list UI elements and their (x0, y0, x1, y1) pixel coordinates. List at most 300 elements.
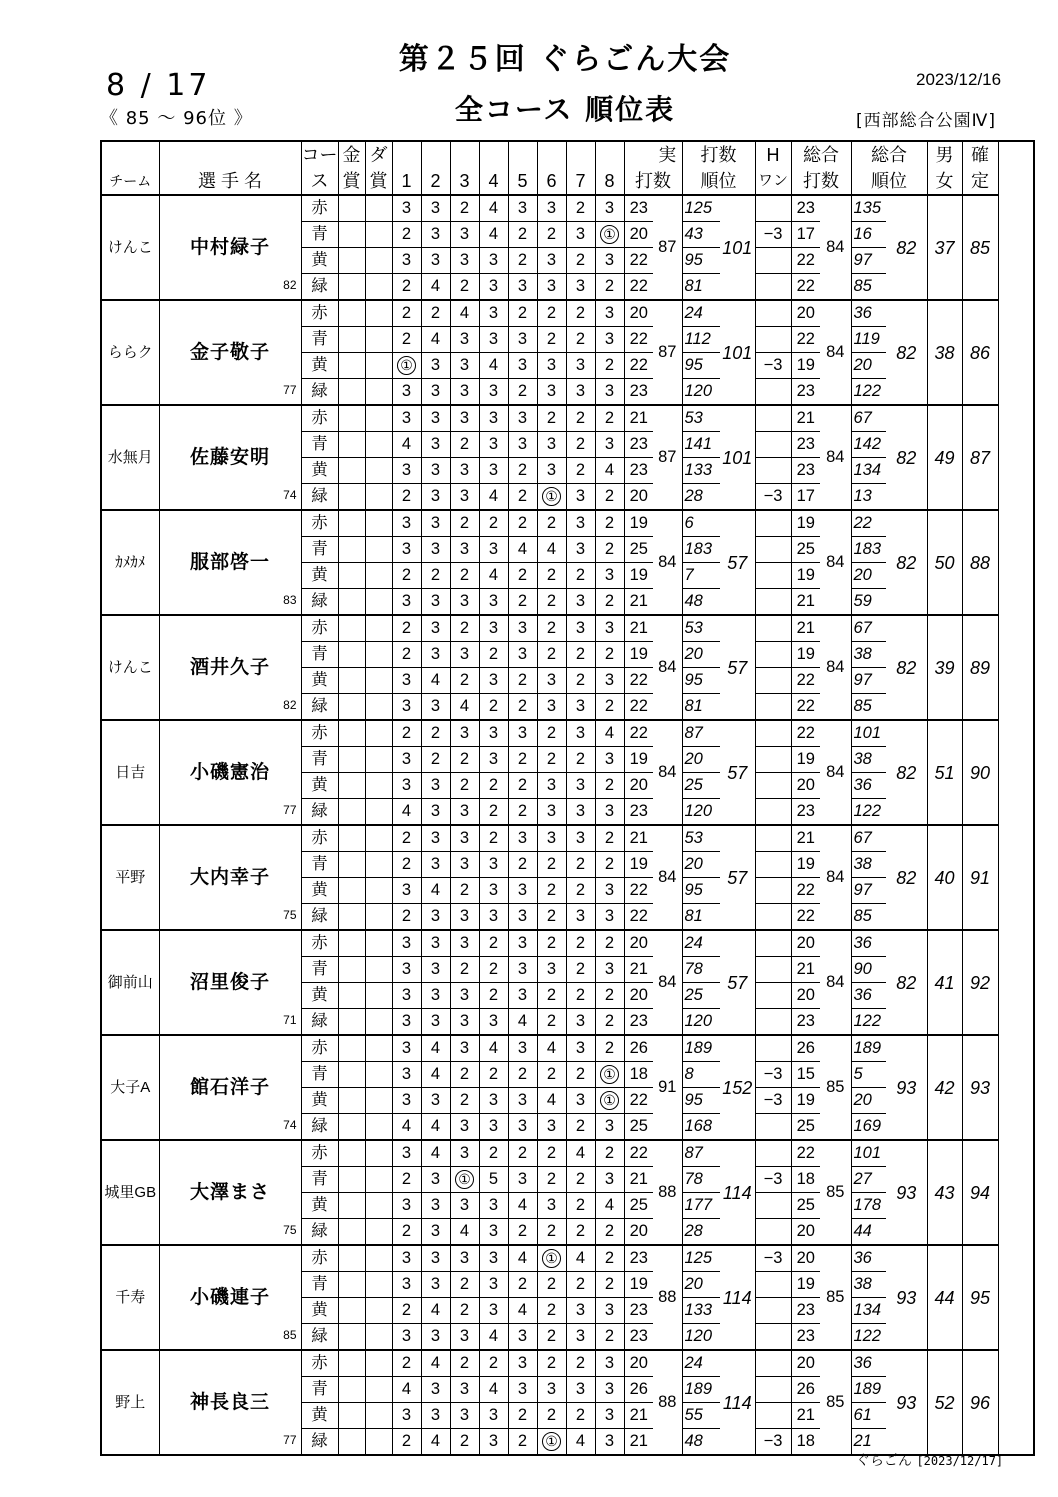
course-color: 赤 (301, 930, 338, 957)
player-age: 74 (283, 1118, 297, 1132)
total-course-rank: 16 (851, 222, 886, 248)
hole-score: 3 (508, 1167, 537, 1193)
header-gold-2: 賞 (338, 168, 365, 195)
total-course-strokes: 19 (791, 642, 820, 668)
hole-score: 2 (508, 799, 537, 826)
header-actual-2: 打数 (624, 168, 682, 195)
gold-award (338, 852, 365, 878)
gold-award (338, 825, 365, 852)
hole-score: 3 (537, 353, 566, 379)
player-age: 75 (283, 1223, 297, 1237)
hole-in-one-bonus (755, 432, 791, 458)
hole-score: 3 (392, 773, 421, 799)
hole-score: 5 (479, 1167, 508, 1193)
gold-award (338, 1062, 365, 1088)
hole-score: 2 (595, 1009, 624, 1036)
gender-rank: 37 (927, 195, 962, 300)
course-strokes: 20 (624, 484, 653, 511)
total-rank: 93 (886, 1350, 927, 1455)
hole-score: 3 (479, 1429, 508, 1456)
hole-score: 2 (537, 405, 566, 432)
course-color: 緑 (301, 274, 338, 301)
actual-strokes: 84 (653, 615, 682, 720)
total-course-strokes: 18 (791, 1167, 820, 1193)
actual-strokes: 91 (653, 1035, 682, 1140)
gender-rank: 49 (927, 405, 962, 510)
course-strokes: 23 (624, 1009, 653, 1036)
hole-score: 2 (479, 1062, 508, 1088)
hole-score: 3 (479, 458, 508, 484)
course-rank: 177 (682, 1193, 720, 1219)
player-name (159, 615, 301, 720)
gold-award (338, 248, 365, 274)
hole-score: 2 (450, 563, 479, 589)
hole-score: 4 (479, 484, 508, 511)
course-strokes: 21 (624, 1429, 653, 1456)
course-rank: 120 (682, 1324, 720, 1351)
hole-in-one-mark: ① (542, 1432, 561, 1451)
team-name: けんこ (101, 195, 159, 300)
course-rank: 168 (682, 1114, 720, 1141)
hole-score: 3 (508, 195, 537, 222)
header-course-2: ス (301, 168, 338, 195)
gold-award (338, 1350, 365, 1377)
total-course-rank: 134 (851, 458, 886, 484)
hole-score: 2 (595, 1219, 624, 1246)
hole-score: 3 (537, 379, 566, 406)
total-course-strokes: 15 (791, 1062, 820, 1088)
hole-score: 2 (508, 300, 537, 327)
hole-in-one-bonus (755, 327, 791, 353)
course-color: 赤 (301, 720, 338, 747)
course-rank: 7 (682, 563, 720, 589)
total-course-rank: 44 (851, 1219, 886, 1246)
total-course-rank: 97 (851, 668, 886, 694)
da-award (365, 1245, 392, 1272)
header-gender: 男 (927, 141, 962, 168)
course-color: 黄 (301, 773, 338, 799)
total-course-strokes: 22 (791, 327, 820, 353)
hole-score: 2 (450, 957, 479, 983)
course-rank: 133 (682, 458, 720, 484)
hole-score: 2 (508, 852, 537, 878)
hole-in-one-bonus: −3 (755, 1167, 791, 1193)
da-award (365, 563, 392, 589)
hole-score: 2 (479, 1140, 508, 1167)
hole-score: 2 (537, 1298, 566, 1324)
hole-score: 3 (479, 1219, 508, 1246)
final-rank: 92 (962, 930, 998, 1035)
hole-score: 3 (479, 1298, 508, 1324)
total-course-strokes: 22 (791, 720, 820, 747)
gender-rank: 39 (927, 615, 962, 720)
strokes-rank: 57 (720, 510, 755, 615)
total-rank: 82 (886, 510, 927, 615)
total-course-strokes: 23 (791, 1298, 820, 1324)
hole-score: 4 (479, 353, 508, 379)
hole-score: 3 (566, 799, 595, 826)
player-name-text: 神長良三 (189, 1392, 270, 1413)
course-strokes: 22 (624, 720, 653, 747)
hole-in-one-bonus (755, 773, 791, 799)
gold-award (338, 274, 365, 301)
hole-score: 2 (537, 1324, 566, 1351)
total-course-strokes: 26 (791, 1377, 820, 1403)
gold-award (338, 458, 365, 484)
strokes-rank: 101 (720, 405, 755, 510)
total-course-rank: 38 (851, 1272, 886, 1298)
hole-score: 2 (566, 458, 595, 484)
hole-in-one-mark: ① (600, 225, 619, 244)
team-name: ｶﾒｶﾒ (101, 510, 159, 615)
hole-in-one-bonus (755, 195, 791, 222)
hole-score: 2 (566, 1167, 595, 1193)
hole-in-one-bonus (755, 694, 791, 721)
total-course-strokes: 22 (791, 248, 820, 274)
total-course-rank: 169 (851, 1114, 886, 1141)
hole-score: 2 (450, 1088, 479, 1114)
venue-label: [西部総合公園Ⅳ] (856, 111, 996, 131)
hole-score: 3 (508, 1324, 537, 1351)
hole-score: 4 (421, 274, 450, 301)
hole-score: 4 (537, 1088, 566, 1114)
da-award (365, 405, 392, 432)
page-subtitle: 全コース 順位表 (454, 93, 676, 126)
hole-score: 2 (392, 1219, 421, 1246)
hole-score: 3 (421, 510, 450, 537)
total-course-strokes: 20 (791, 773, 820, 799)
da-award (365, 353, 392, 379)
hole-score: 3 (450, 1377, 479, 1403)
hole-score: 2 (566, 1350, 595, 1377)
hole-score: 2 (479, 825, 508, 852)
hole-score: 3 (479, 747, 508, 773)
hole-score: 2 (508, 1219, 537, 1246)
hole-score: 3 (392, 248, 421, 274)
course-strokes: 23 (624, 1245, 653, 1272)
hole-score: 4 (421, 1350, 450, 1377)
hole-score: 3 (566, 904, 595, 931)
strokes-rank: 152 (720, 1035, 755, 1140)
da-award (365, 222, 392, 248)
hole-in-one-bonus (755, 983, 791, 1009)
hole-score: 3 (421, 957, 450, 983)
gender-rank: 40 (927, 825, 962, 930)
hole-score: 3 (421, 1167, 450, 1193)
hole-score: 2 (566, 432, 595, 458)
course-color: 赤 (301, 510, 338, 537)
hole-score: 4 (479, 195, 508, 222)
da-award (365, 1035, 392, 1062)
strokes-rank: 101 (720, 300, 755, 405)
hole-score: 2 (508, 563, 537, 589)
course-color: 緑 (301, 1429, 338, 1456)
hole-score: 2 (595, 642, 624, 668)
hole-score: 3 (566, 589, 595, 616)
hole-score: 3 (392, 1009, 421, 1036)
player-name (159, 1350, 301, 1455)
final-rank: 85 (962, 195, 998, 300)
da-award (365, 248, 392, 274)
player-age: 83 (283, 593, 297, 607)
hole-score: 2 (566, 248, 595, 274)
hole-score: 4 (508, 1245, 537, 1272)
hole-score: 4 (508, 1193, 537, 1219)
player-name-text: 金子敬子 (189, 342, 270, 363)
hole-score: 3 (479, 1193, 508, 1219)
course-rank: 120 (682, 799, 720, 826)
gold-award (338, 694, 365, 721)
hole-score: 2 (479, 1350, 508, 1377)
da-award (365, 1324, 392, 1351)
hole-score: 3 (392, 1324, 421, 1351)
course-strokes: 25 (624, 1114, 653, 1141)
total-course-strokes: 23 (791, 432, 820, 458)
total-course-rank: 178 (851, 1193, 886, 1219)
hole-score: 3 (537, 668, 566, 694)
header-gold: 金 (338, 141, 365, 168)
total-course-strokes: 25 (791, 1114, 820, 1141)
course-strokes: 20 (624, 773, 653, 799)
hole-score: 4 (421, 668, 450, 694)
gold-award (338, 957, 365, 983)
gold-award (338, 1377, 365, 1403)
hole-score: 3 (392, 1140, 421, 1167)
da-award (365, 799, 392, 826)
total-rank: 82 (886, 825, 927, 930)
hole-score: 2 (537, 1009, 566, 1036)
hole-score: 3 (421, 1324, 450, 1351)
total-course-rank: 122 (851, 379, 886, 406)
course-color: 黄 (301, 248, 338, 274)
hole-score: 2 (566, 642, 595, 668)
hole-score: 3 (392, 379, 421, 406)
gold-award (338, 878, 365, 904)
event-date: 2023/12/16 (916, 70, 1002, 89)
total-course-strokes: 23 (791, 799, 820, 826)
course-color: 緑 (301, 1219, 338, 1246)
hole-score: 3 (508, 432, 537, 458)
course-strokes: 21 (624, 1167, 653, 1193)
hole-score: 3 (566, 825, 595, 852)
hole-score: 3 (537, 825, 566, 852)
actual-strokes: 87 (653, 300, 682, 405)
hole-score: 3 (450, 1140, 479, 1167)
course-rank: 133 (682, 1298, 720, 1324)
hole-score: 2 (537, 852, 566, 878)
actual-strokes: 87 (653, 405, 682, 510)
hole-score: 3 (421, 799, 450, 826)
hole-score: 3 (566, 379, 595, 406)
player-name-text: 中村緑子 (189, 237, 270, 258)
hole-score: 2 (479, 642, 508, 668)
hole-score: 3 (392, 694, 421, 721)
course-strokes: 23 (624, 458, 653, 484)
total-course-strokes: 19 (791, 747, 820, 773)
hole-in-one-mark: ① (397, 356, 416, 375)
hole-score: 3 (566, 1377, 595, 1403)
hole-score: 3 (421, 1377, 450, 1403)
hole-score: 3 (392, 878, 421, 904)
hole-score: 4 (421, 878, 450, 904)
hole-in-one-bonus (755, 1377, 791, 1403)
player-age: 77 (283, 803, 297, 817)
hole-score: 2 (537, 720, 566, 747)
course-color: 緑 (301, 1009, 338, 1036)
strokes-rank: 114 (720, 1140, 755, 1245)
hole-score: 2 (537, 983, 566, 1009)
header-course-rank-2: 順位 (682, 168, 755, 195)
total-course-strokes: 22 (791, 904, 820, 931)
hole-in-one-mark: ① (542, 487, 561, 506)
hole-score: 2 (421, 300, 450, 327)
course-strokes: 23 (624, 195, 653, 222)
course-color: 黄 (301, 563, 338, 589)
total-course-rank: 67 (851, 825, 886, 852)
gender-rank: 41 (927, 930, 962, 1035)
total-course-strokes: 22 (791, 694, 820, 721)
hole-score: 3 (479, 1272, 508, 1298)
hole-score: 3 (595, 747, 624, 773)
hole-score: 4 (421, 1062, 450, 1088)
total-course-strokes: 21 (791, 957, 820, 983)
header-hole-7: 7 (566, 168, 595, 195)
gold-award (338, 222, 365, 248)
hole-score: 3 (450, 537, 479, 563)
course-rank: 81 (682, 904, 720, 931)
hole-score: 3 (450, 379, 479, 406)
hole-in-one-bonus (755, 274, 791, 301)
hole-in-one-bonus (755, 825, 791, 852)
player-name (159, 510, 301, 615)
total-course-rank: 122 (851, 1009, 886, 1036)
strokes-rank: 114 (720, 1245, 755, 1350)
final-rank: 93 (962, 1035, 998, 1140)
da-award (365, 1219, 392, 1246)
course-color: 緑 (301, 799, 338, 826)
hole-in-one-bonus: −3 (755, 1088, 791, 1114)
hole-score: 3 (595, 957, 624, 983)
course-rank: 53 (682, 615, 720, 642)
hole-in-one-bonus (755, 1219, 791, 1246)
hole-in-one-mark: ① (542, 1249, 561, 1268)
final-rank: 95 (962, 1245, 998, 1350)
course-strokes: 22 (624, 248, 653, 274)
gold-award (338, 1219, 365, 1246)
da-award (365, 852, 392, 878)
hole-score: 2 (450, 1298, 479, 1324)
player-name-text: 大内幸子 (189, 867, 270, 888)
player-course-row (101, 930, 1034, 957)
hole-score: 3 (566, 484, 595, 511)
hole-score: 2 (566, 852, 595, 878)
course-rank: 78 (682, 1167, 720, 1193)
total-rank: 93 (886, 1140, 927, 1245)
hole-score: 3 (537, 773, 566, 799)
header-hole-8: 8 (595, 168, 624, 195)
total-course-rank: 38 (851, 642, 886, 668)
total-course-rank: 59 (851, 589, 886, 616)
total-course-rank: 36 (851, 983, 886, 1009)
gold-award (338, 799, 365, 826)
course-color: 青 (301, 432, 338, 458)
hole-score: 3 (537, 432, 566, 458)
hole-in-one-mark: ① (600, 1091, 619, 1110)
total-course-rank: 20 (851, 353, 886, 379)
da-award (365, 510, 392, 537)
hole-score: 4 (566, 1245, 595, 1272)
da-award (365, 484, 392, 511)
course-color: 青 (301, 1062, 338, 1088)
total-course-rank: 135 (851, 195, 886, 222)
hole-score: 2 (537, 1167, 566, 1193)
total-course-rank: 67 (851, 405, 886, 432)
strokes-rank: 57 (720, 615, 755, 720)
gold-award (338, 563, 365, 589)
course-color: 赤 (301, 1035, 338, 1062)
header-hole-4: 4 (479, 168, 508, 195)
da-award (365, 327, 392, 353)
course-rank: 20 (682, 747, 720, 773)
hole-score: 2 (392, 327, 421, 353)
da-award (365, 1377, 392, 1403)
hole-score: 2 (508, 1429, 537, 1456)
course-color: 黄 (301, 1403, 338, 1429)
gold-award (338, 589, 365, 616)
hole-score: 2 (450, 773, 479, 799)
hole-score: 3 (421, 537, 450, 563)
hole-score: 4 (421, 1140, 450, 1167)
total-course-strokes: 21 (791, 405, 820, 432)
course-strokes: 25 (624, 537, 653, 563)
hole-score: 2 (392, 852, 421, 878)
gold-award (338, 379, 365, 406)
player-name (159, 1035, 301, 1140)
course-color: 緑 (301, 484, 338, 511)
hole-score: 3 (537, 799, 566, 826)
course-strokes: 22 (624, 694, 653, 721)
hole-score: 2 (595, 353, 624, 379)
course-rank: 120 (682, 1009, 720, 1036)
hole-score: 2 (566, 668, 595, 694)
course-color: 赤 (301, 1350, 338, 1377)
hole-score: 3 (508, 615, 537, 642)
gold-award (338, 1114, 365, 1141)
da-award (365, 1062, 392, 1088)
course-rank: 53 (682, 825, 720, 852)
header-total-rank-2: 順位 (851, 168, 927, 195)
course-strokes: 22 (624, 353, 653, 379)
hole-score: 3 (508, 1350, 537, 1377)
actual-strokes: 84 (653, 825, 682, 930)
hole-score: 3 (508, 825, 537, 852)
hole-score: 2 (566, 405, 595, 432)
course-strokes: 23 (624, 1298, 653, 1324)
hole-score: 3 (392, 510, 421, 537)
total-course-rank: 21 (851, 1429, 886, 1456)
hole-score: 3 (421, 1272, 450, 1298)
hole-in-one-bonus (755, 878, 791, 904)
course-color: 黄 (301, 458, 338, 484)
total-strokes: 84 (820, 930, 851, 1035)
hole-score: 2 (508, 484, 537, 511)
hole-score: 4 (450, 300, 479, 327)
hole-score: 2 (450, 878, 479, 904)
total-course-rank: 20 (851, 1088, 886, 1114)
course-rank: 81 (682, 274, 720, 301)
player-name (159, 720, 301, 825)
hole-score: 2 (537, 563, 566, 589)
